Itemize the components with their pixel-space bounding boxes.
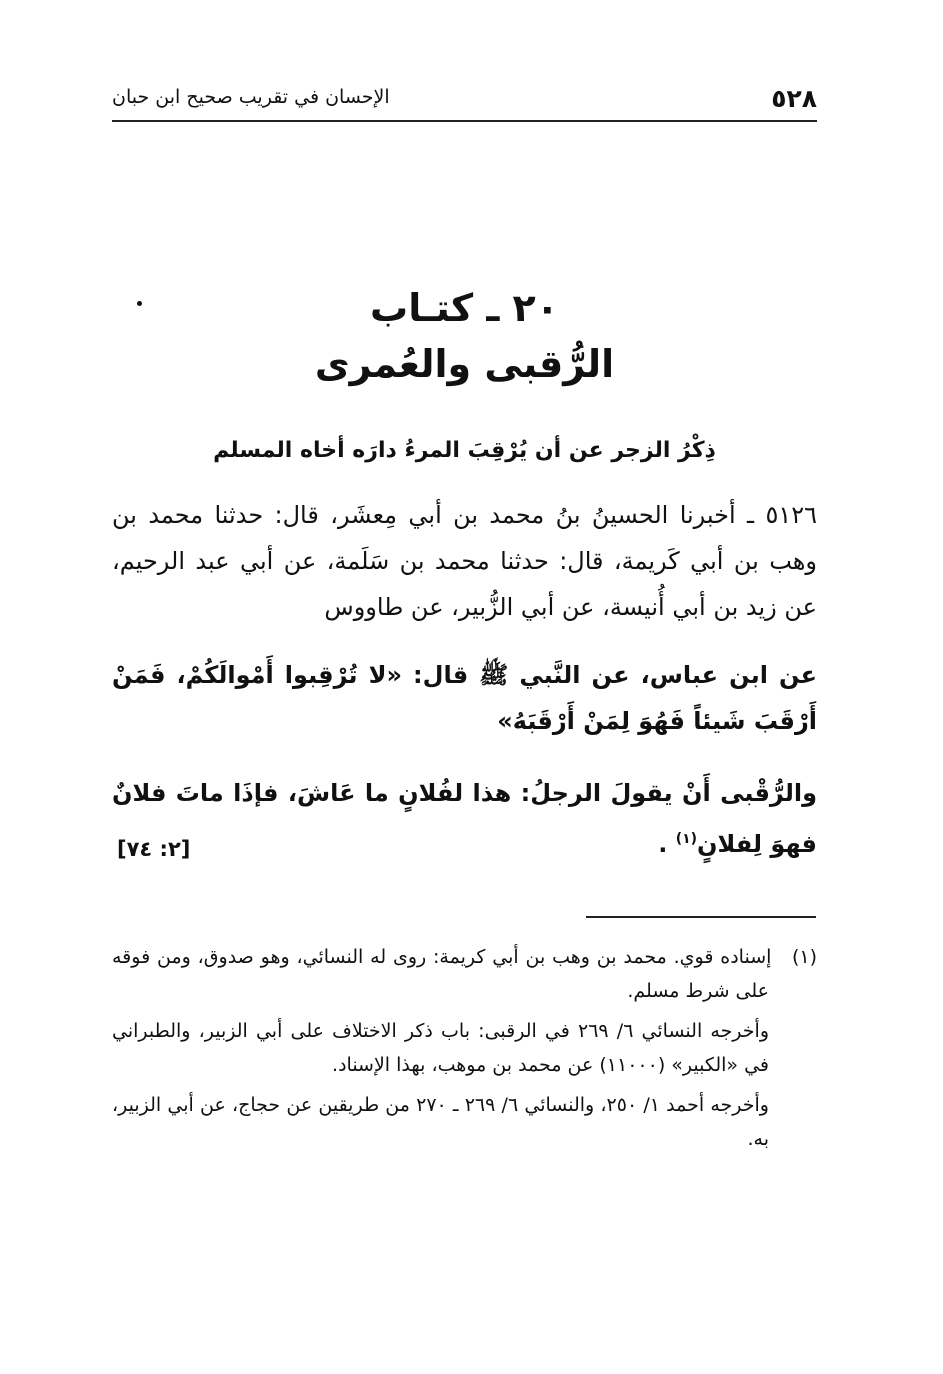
footnote-paragraph: وأخرجه النسائي ٦/ ٢٦٩ في الرقبى: باب ذكر الاختلاف على أبي الزبير، والطبراني في «الكبير» (١١٠٠٠) عن محمد بن موهب، بهذا الإسناد.	[112, 1020, 769, 1076]
chapter-name: الرُّقبى والعُمرى	[314, 342, 615, 386]
chapter-heading	[112, 282, 817, 394]
section-title: ذِكْرُ الزجر عن أن يُرْقِبَ المرءُ دارَه أخاه المسلم	[213, 438, 716, 463]
footnote-paragraph: وأخرجه أحمد ١/ ٢٥٠، والنسائي ٦/ ٢٦٩ ـ ٢٧٠ من طريقين عن حجاج، عن أبي الزبير، به.	[112, 1094, 769, 1150]
hadith-explanation: والرُّقْبى أَنْ يقولَ الرجلُ: هذا لفُلانٍ ما عَاشَ، فإذَا ماتَ فلانٌ فهوَ لِفلانٍ$^{(١)}$ .	[112, 779, 817, 858]
hadith-matn: عن ابن عباس، عن النَّبي ﷺ قال: «لا تُرْقِبوا أَمْوالَكُمْ، فَمَنْ أَرْقَبَ شَيئاً فَهُوَ لِمَنْ أَرْقَبَهُ»	[112, 661, 817, 735]
book-title: الإحسان في تقريب صحيح ابن حبان	[112, 86, 390, 108]
footnote-text: إسناده قوي. محمد بن وهب بن أبي كريمة: روى له النسائي، وهو صدوق، ومن فوقه على شرط مسلم.	[112, 946, 772, 1002]
footnotes	[112, 940, 817, 1162]
page-number: ٥٢٨	[771, 84, 817, 113]
footnote-marker: (١)	[675, 831, 698, 847]
footnote-number: (١)	[791, 946, 817, 968]
footnote-paragraph	[112, 940, 817, 1008]
footnote-separator	[586, 916, 816, 918]
running-header	[112, 78, 817, 122]
explanation-text: والرُّقْبى أَنْ يقولَ الرجلُ: هذا لفُلانٍ ما عَاشَ، فإذَا ماتَ فلانٌ فهوَ لِفلانٍ	[112, 779, 817, 858]
reference-tag: [٢: ٧٤]	[117, 837, 191, 861]
chapter-number: ٢٠ ـ كتـاب	[370, 286, 559, 330]
hadith-isnad: ٥١٢٦ ـ أخبرنا الحسينُ بنُ محمد بن أبي مِعشَر، قال: حدثنا محمد بن وهب بن أبي كَريمة، قال: حدثنا محمد بن سَلَمة، عن أبي عبد الرحيم، عن زيد بن أبي أُنيسة، عن أبي الزُّبير، عن طاووس	[112, 501, 817, 621]
